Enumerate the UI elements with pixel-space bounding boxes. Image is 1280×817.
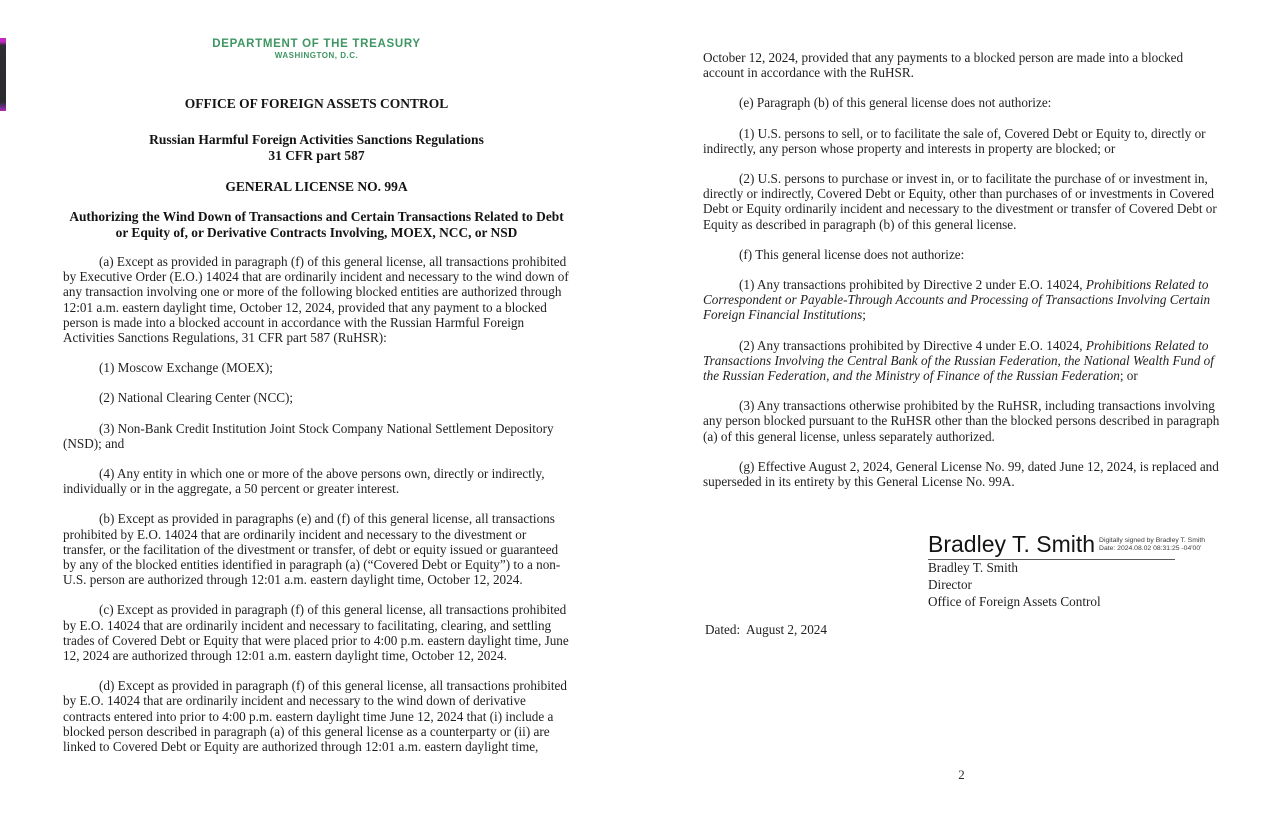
digital-signature-row [928, 531, 1218, 557]
paragraph: (1) Any transactions prohibited by Directive 2 under E.O. 14024, Prohibitions Related to Correspondent or Payable-Through Accounts and Processing of Transactions Involving Certain Foreign Financial Institutions; [703, 277, 1211, 323]
paragraph: (2) National Clearing Center (NCC); [99, 390, 294, 406]
paragraph: (f) This general license does not authorize: [739, 246, 965, 262]
regulation-heading-line1: Russian Harmful Foreign Activities Sanctions Regulations [149, 132, 484, 147]
paragraph: (4) Any entity in which one or more of the above persons own, directly or indirectly, individually or in the aggregate, a 50 percent or greater interest. [63, 466, 545, 497]
paragraph: (c) Except as provided in paragraph (f) of this general license, all transactions prohibited by E.O. 14024 that are ordinarily incident and necessary to facilitating, clearing, and settling trades of Covered Debt or Equity that were placed prior to 4:00 p.m. eastern daylight time, June 12, 2024 are authorized through 12:01 a.m. eastern daylight time, October 12, 2024. [63, 602, 569, 664]
digital-signature-metadata [1099, 537, 1205, 553]
document-title: Authorizing the Wind Down of Transactions and Certain Transactions Related to Debt or Equity of, or Derivative Contracts Involving, MOEX, NCC, or NSD [69, 209, 564, 240]
page-1-body-text [63, 254, 570, 754]
signer-office: Office of Foreign Assets Control [928, 593, 1101, 609]
paragraph: (1) Moscow Exchange (MOEX); [99, 360, 273, 376]
regulation-heading [63, 132, 570, 163]
page-number: 2 [958, 767, 965, 782]
general-license-heading: GENERAL LICENSE NO. 99A [225, 179, 408, 194]
paragraph: (g) Effective August 2, 2024, General License No. 99, dated June 12, 2024, is replaced and superseded in its entirety by this General License No. 99A. [703, 458, 1219, 490]
signer-title: Director [928, 576, 972, 592]
paragraph: (e) Paragraph (b) of this general license does not authorize: [739, 95, 1052, 111]
letterhead-department-line: DEPARTMENT OF THE TREASURY [212, 38, 421, 50]
digital-signature-name: Bradley T. Smith [928, 531, 1096, 557]
paragraph: (2) Any transactions prohibited by Directive 4 under E.O. 14024, Prohibitions Related to Transactions Involving the Central Bank of the Russian Federation, the National Wealth Fund of the Russian Federation, and the Ministry of Finance of the Russian Federation; or [703, 337, 1214, 384]
document-page-1 [63, 0, 570, 769]
paragraph: (3) Any transactions otherwise prohibited by the RuHSR, including transactions involving any person blocked pursuant to the RuHSR other than the blocked persons described in paragraph (a) of this general license, unless separately authorized. [703, 398, 1220, 444]
paragraph: (2) U.S. persons to purchase or invest in, or to facilitate the purchase of or investment in, directly or indirectly, Covered Debt or Equity, other than purchases of or investments in Covered Debt or Equity ordinarily incident and necessary to the divestment or transfer of Covered Debt or Equity as described in paragraph (b) of this general license. [703, 171, 1217, 232]
paragraph: (b) Except as provided in paragraphs (e) and (f) of this general license, all transactions prohibited by E.O. 14024 that are ordinarily incident and necessary to the divestment or transfer, or the facilitation of the divestment or transfer, of debt or equity issued or guaranteed by any of the blocked entities identified in paragraph (a) (“Covered Debt or Equity”) to a non-U.S. person are authorized through 12:01 a.m. eastern daylight time, October 12, 2024. [63, 511, 561, 588]
paragraph: (3) Non-Bank Credit Institution Joint Stock Company National Settlement Depository (NSD); and [63, 420, 554, 451]
dated-line: Dated: August 2, 2024 [705, 622, 827, 637]
signer-typed-name: Bradley T. Smith [928, 560, 1018, 575]
regulation-heading-line2: 31 CFR part 587 [268, 147, 365, 163]
signature-block [928, 531, 1218, 610]
letterhead-city-line: WASHINGTON, D.C. [274, 51, 359, 60]
treasury-letterhead [63, 38, 570, 60]
paragraph: (1) U.S. persons to sell, or to facilitate the sale of, Covered Debt or Equity to, directly or indirectly, any person whose property and interests in property are blocked; or [703, 125, 1206, 156]
paragraph: (a) Except as provided in paragraph (f) of this general license, all transactions prohibited by Executive Order (E.O.) 14024 that are ordinarily incident and necessary to the wind down of any transaction involving one or more of the following blocked entities are authorized through 12:01 a.m. eastern daylight time, October 12, 2024, provided that any payment to a blocked person is made into a blocked account in accordance with the Russian Harmful Foreign Activities Sanctions Regulations, 31 CFR part 587 (RuHSR): [63, 254, 569, 346]
digital-signature-meta-line1: Digitally signed by Bradley T. Smith [1099, 537, 1206, 544]
paragraph: October 12, 2024, provided that any payments to a blocked person are made into a blocked account in accordance with the RuHSR. [703, 50, 1184, 81]
document-page-2 [703, 0, 1220, 817]
page-2-body-text [703, 0, 1220, 489]
digital-signature-meta-line2: Date: 2024.08.02 08:31:25 -04'00' [1099, 545, 1202, 553]
left-edge-scan-artifact [0, 38, 6, 111]
paragraph: (d) Except as provided in paragraph (f) of this general license, all transactions prohibited by E.O. 14024 that are ordinarily incident and necessary to the wind down of derivative contracts entered into prior to 4:00 p.m. eastern daylight time June 12, 2024 that (i) include a blocked person described in paragraph (a) of this general license as a counterparty or (ii) are linked to Covered Debt or Equity are authorized through 12:01 a.m. eastern daylight time, [63, 678, 567, 755]
office-heading: OFFICE OF FOREIGN ASSETS CONTROL [184, 96, 449, 111]
